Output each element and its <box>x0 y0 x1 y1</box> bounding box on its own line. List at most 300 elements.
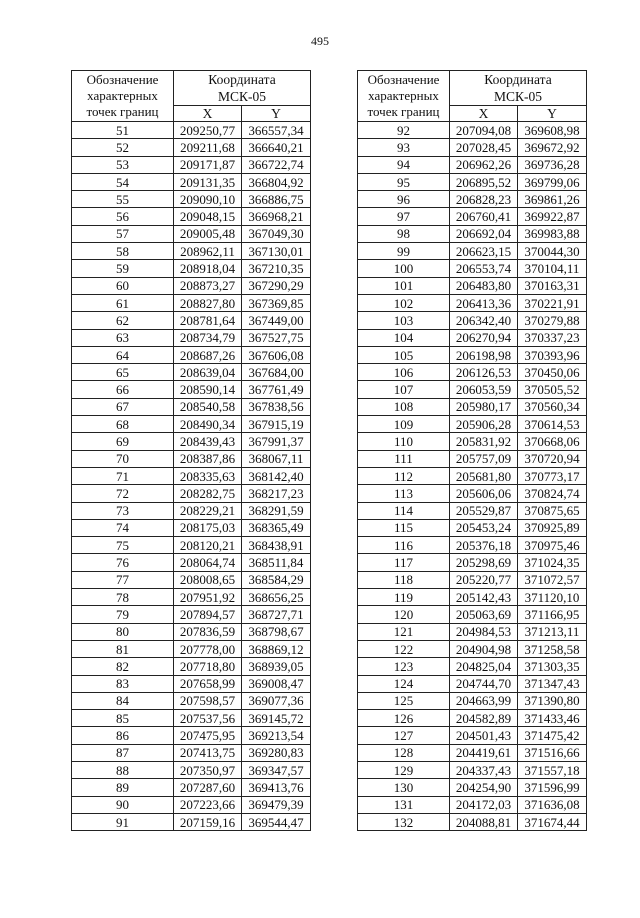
y-coordinate-cell: 368142,40 <box>242 467 311 484</box>
point-number-cell: 103 <box>358 312 450 329</box>
point-number-cell: 120 <box>358 606 450 623</box>
point-number-cell: 94 <box>358 156 450 173</box>
point-number-cell: 99 <box>358 243 450 260</box>
x-coordinate-cell: 207951,92 <box>174 589 242 606</box>
point-number-cell: 55 <box>72 191 174 208</box>
x-coordinate-cell: 206053,59 <box>450 381 518 398</box>
point-number-cell: 70 <box>72 450 174 467</box>
y-coordinate-cell: 366804,92 <box>242 173 311 190</box>
y-coordinate-cell: 371213,11 <box>518 623 587 640</box>
point-number-cell: 58 <box>72 243 174 260</box>
x-coordinate-cell: 208687,26 <box>174 346 242 363</box>
y-column-header: Y <box>518 106 587 122</box>
y-coordinate-cell: 369008,47 <box>242 675 311 692</box>
table-row <box>358 571 587 588</box>
point-number-cell: 131 <box>358 796 450 813</box>
x-coordinate-cell: 204582,89 <box>450 710 518 727</box>
y-coordinate-cell: 370450,06 <box>518 364 587 381</box>
table-row <box>72 260 311 277</box>
x-coordinate-cell: 209250,77 <box>174 122 242 139</box>
coordinates-table-right <box>357 70 587 831</box>
x-coordinate-cell: 205757,09 <box>450 450 518 467</box>
point-number-cell: 115 <box>358 519 450 536</box>
point-number-cell: 83 <box>72 675 174 692</box>
x-coordinate-cell: 207718,80 <box>174 658 242 675</box>
y-coordinate-cell: 370773,17 <box>518 467 587 484</box>
y-coordinate-cell: 367449,00 <box>242 312 311 329</box>
x-coordinate-cell: 207836,59 <box>174 623 242 640</box>
point-number-cell: 77 <box>72 571 174 588</box>
table-row <box>72 519 311 536</box>
point-number-cell: 129 <box>358 761 450 778</box>
table-row <box>358 346 587 363</box>
x-coordinate-cell: 207028,45 <box>450 139 518 156</box>
x-coordinate-cell: 204663,99 <box>450 692 518 709</box>
y-coordinate-cell: 369799,06 <box>518 173 587 190</box>
table-row <box>358 606 587 623</box>
x-coordinate-cell: 206413,36 <box>450 294 518 311</box>
y-coordinate-cell: 368798,67 <box>242 623 311 640</box>
x-coordinate-cell: 208873,27 <box>174 277 242 294</box>
x-coordinate-cell: 209090,10 <box>174 191 242 208</box>
point-number-cell: 105 <box>358 346 450 363</box>
y-coordinate-cell: 366722,74 <box>242 156 311 173</box>
x-coordinate-cell: 205831,92 <box>450 433 518 450</box>
x-coordinate-cell: 208229,21 <box>174 502 242 519</box>
y-coordinate-cell: 370824,74 <box>518 485 587 502</box>
x-coordinate-cell: 205980,17 <box>450 398 518 415</box>
page-number: 495 <box>311 34 329 48</box>
table-row <box>358 294 587 311</box>
x-coordinate-cell: 208439,43 <box>174 433 242 450</box>
point-number-cell: 62 <box>72 312 174 329</box>
y-coordinate-cell: 369861,26 <box>518 191 587 208</box>
coordinates-body-left <box>72 122 311 831</box>
point-number-cell: 106 <box>358 364 450 381</box>
point-number-cell: 130 <box>358 779 450 796</box>
x-coordinate-cell: 204088,81 <box>450 813 518 830</box>
table-row <box>358 710 587 727</box>
point-number-cell: 74 <box>72 519 174 536</box>
y-coordinate-cell: 370668,06 <box>518 433 587 450</box>
y-coordinate-cell: 370393,96 <box>518 346 587 363</box>
y-coordinate-cell: 370221,91 <box>518 294 587 311</box>
y-coordinate-cell: 371166,95 <box>518 606 587 623</box>
y-coordinate-cell: 366640,21 <box>242 139 311 156</box>
point-number-cell: 76 <box>72 554 174 571</box>
y-coordinate-cell: 368438,91 <box>242 537 311 554</box>
y-coordinate-cell: 369736,28 <box>518 156 587 173</box>
point-number-cell: 122 <box>358 640 450 657</box>
table-row <box>72 243 311 260</box>
table-row <box>358 433 587 450</box>
table-row <box>358 312 587 329</box>
table-row <box>72 173 311 190</box>
x-coordinate-cell: 206623,15 <box>450 243 518 260</box>
x-coordinate-cell: 208962,11 <box>174 243 242 260</box>
point-number-cell: 64 <box>72 346 174 363</box>
table-row <box>358 191 587 208</box>
table-row <box>358 381 587 398</box>
x-coordinate-cell: 206270,94 <box>450 329 518 346</box>
x-coordinate-cell: 205606,06 <box>450 485 518 502</box>
x-coordinate-cell: 204172,03 <box>450 796 518 813</box>
table-row <box>72 675 311 692</box>
point-number-cell: 102 <box>358 294 450 311</box>
y-coordinate-cell: 369922,87 <box>518 208 587 225</box>
point-number-cell: 97 <box>358 208 450 225</box>
x-coordinate-cell: 205220,77 <box>450 571 518 588</box>
point-number-cell: 82 <box>72 658 174 675</box>
point-number-cell: 95 <box>358 173 450 190</box>
y-coordinate-cell: 371433,46 <box>518 710 587 727</box>
point-number-cell: 85 <box>72 710 174 727</box>
x-coordinate-cell: 208590,14 <box>174 381 242 398</box>
table-row <box>358 485 587 502</box>
point-number-cell: 65 <box>72 364 174 381</box>
table-row <box>358 554 587 571</box>
point-number-cell: 110 <box>358 433 450 450</box>
point-number-cell: 69 <box>72 433 174 450</box>
table-row <box>358 744 587 761</box>
y-coordinate-cell: 370614,53 <box>518 416 587 433</box>
x-coordinate-cell: 205376,18 <box>450 537 518 554</box>
table-row <box>72 225 311 242</box>
table-row <box>358 796 587 813</box>
table-row <box>358 139 587 156</box>
y-coordinate-cell: 369413,76 <box>242 779 311 796</box>
y-coordinate-cell: 368939,05 <box>242 658 311 675</box>
x-coordinate-cell: 206483,80 <box>450 277 518 294</box>
point-number-cell: 132 <box>358 813 450 830</box>
x-coordinate-cell: 207475,95 <box>174 727 242 744</box>
x-coordinate-cell: 207287,60 <box>174 779 242 796</box>
table-row <box>72 537 311 554</box>
x-coordinate-cell: 207658,99 <box>174 675 242 692</box>
point-number-cell: 80 <box>72 623 174 640</box>
table-row <box>72 450 311 467</box>
table-row <box>358 589 587 606</box>
y-coordinate-cell: 371596,99 <box>518 779 587 796</box>
point-number-cell: 79 <box>72 606 174 623</box>
point-number-cell: 86 <box>72 727 174 744</box>
table-row <box>358 243 587 260</box>
table-row <box>72 623 311 640</box>
point-number-cell: 54 <box>72 173 174 190</box>
point-number-cell: 67 <box>72 398 174 415</box>
point-number-cell: 75 <box>72 537 174 554</box>
y-coordinate-cell: 369077,36 <box>242 692 311 709</box>
point-number-cell: 100 <box>358 260 450 277</box>
table-row <box>72 692 311 709</box>
y-coordinate-cell: 368584,29 <box>242 571 311 588</box>
y-coordinate-cell: 368291,59 <box>242 502 311 519</box>
point-number-cell: 81 <box>72 640 174 657</box>
y-coordinate-cell: 369145,72 <box>242 710 311 727</box>
y-coordinate-cell: 371258,58 <box>518 640 587 657</box>
y-coordinate-cell: 371516,66 <box>518 744 587 761</box>
y-coordinate-cell: 368511,84 <box>242 554 311 571</box>
point-number-cell: 90 <box>72 796 174 813</box>
y-coordinate-cell: 369479,39 <box>242 796 311 813</box>
x-coordinate-cell: 207223,66 <box>174 796 242 813</box>
point-number-cell: 68 <box>72 416 174 433</box>
table-row <box>72 571 311 588</box>
y-coordinate-cell: 366886,75 <box>242 191 311 208</box>
x-coordinate-cell: 208064,74 <box>174 554 242 571</box>
x-coordinate-cell: 208282,75 <box>174 485 242 502</box>
y-coordinate-cell: 371024,35 <box>518 554 587 571</box>
x-coordinate-cell: 209048,15 <box>174 208 242 225</box>
x-coordinate-cell: 207094,08 <box>450 122 518 139</box>
table-row <box>358 658 587 675</box>
x-coordinate-cell: 207894,57 <box>174 606 242 623</box>
x-coordinate-cell: 204501,43 <box>450 727 518 744</box>
y-coordinate-cell: 371390,80 <box>518 692 587 709</box>
x-coordinate-cell: 206126,53 <box>450 364 518 381</box>
point-number-cell: 66 <box>72 381 174 398</box>
x-coordinate-cell: 206198,98 <box>450 346 518 363</box>
y-column-header: Y <box>242 106 311 122</box>
x-coordinate-cell: 209131,35 <box>174 173 242 190</box>
point-number-cell: 107 <box>358 381 450 398</box>
y-coordinate-cell: 368365,49 <box>242 519 311 536</box>
table-row <box>72 779 311 796</box>
y-coordinate-cell: 370560,34 <box>518 398 587 415</box>
table-row <box>358 416 587 433</box>
table-row <box>358 364 587 381</box>
y-coordinate-cell: 371636,08 <box>518 796 587 813</box>
table-row <box>358 329 587 346</box>
y-coordinate-cell: 369213,54 <box>242 727 311 744</box>
y-coordinate-cell: 370279,88 <box>518 312 587 329</box>
table-row <box>72 640 311 657</box>
y-coordinate-cell: 369544,47 <box>242 813 311 830</box>
point-number-cell: 61 <box>72 294 174 311</box>
point-number-cell: 125 <box>358 692 450 709</box>
y-coordinate-cell: 371072,57 <box>518 571 587 588</box>
point-label-header: Обозначение характерных точек границ <box>358 71 450 122</box>
x-coordinate-cell: 206760,41 <box>450 208 518 225</box>
y-coordinate-cell: 367838,56 <box>242 398 311 415</box>
y-coordinate-cell: 371303,35 <box>518 658 587 675</box>
table-row <box>358 398 587 415</box>
x-coordinate-cell: 208120,21 <box>174 537 242 554</box>
table-row <box>358 260 587 277</box>
x-coordinate-cell: 208540,58 <box>174 398 242 415</box>
y-coordinate-cell: 370505,52 <box>518 381 587 398</box>
table-row <box>358 623 587 640</box>
x-coordinate-cell: 208734,79 <box>174 329 242 346</box>
point-number-cell: 123 <box>358 658 450 675</box>
table-row <box>358 467 587 484</box>
x-coordinate-cell: 208175,03 <box>174 519 242 536</box>
point-number-cell: 121 <box>358 623 450 640</box>
y-coordinate-cell: 370975,46 <box>518 537 587 554</box>
table-row <box>72 294 311 311</box>
y-coordinate-cell: 367684,00 <box>242 364 311 381</box>
x-coordinate-cell: 208827,80 <box>174 294 242 311</box>
y-coordinate-cell: 368067,11 <box>242 450 311 467</box>
point-number-cell: 114 <box>358 502 450 519</box>
y-coordinate-cell: 369280,83 <box>242 744 311 761</box>
y-coordinate-cell: 371120,10 <box>518 589 587 606</box>
table-row <box>72 139 311 156</box>
point-number-cell: 93 <box>358 139 450 156</box>
x-coordinate-cell: 204984,53 <box>450 623 518 640</box>
point-number-cell: 53 <box>72 156 174 173</box>
y-coordinate-cell: 370875,65 <box>518 502 587 519</box>
x-coordinate-cell: 206553,74 <box>450 260 518 277</box>
table-row <box>72 416 311 433</box>
x-column-header: X <box>450 106 518 122</box>
table-row <box>72 485 311 502</box>
point-number-cell: 112 <box>358 467 450 484</box>
x-coordinate-cell: 208008,65 <box>174 571 242 588</box>
y-coordinate-cell: 370720,94 <box>518 450 587 467</box>
point-number-cell: 72 <box>72 485 174 502</box>
x-coordinate-cell: 206342,40 <box>450 312 518 329</box>
y-coordinate-cell: 366557,34 <box>242 122 311 139</box>
y-coordinate-cell: 367210,35 <box>242 260 311 277</box>
y-coordinate-cell: 368656,25 <box>242 589 311 606</box>
y-coordinate-cell: 367049,30 <box>242 225 311 242</box>
point-number-cell: 87 <box>72 744 174 761</box>
table-row <box>358 692 587 709</box>
table-row <box>72 329 311 346</box>
point-number-cell: 127 <box>358 727 450 744</box>
x-coordinate-cell: 204337,43 <box>450 761 518 778</box>
point-number-cell: 63 <box>72 329 174 346</box>
table-row <box>72 398 311 415</box>
x-coordinate-cell: 208490,34 <box>174 416 242 433</box>
x-coordinate-cell: 208639,04 <box>174 364 242 381</box>
x-coordinate-cell: 206895,52 <box>450 173 518 190</box>
x-coordinate-cell: 205906,28 <box>450 416 518 433</box>
y-coordinate-cell: 368727,71 <box>242 606 311 623</box>
x-coordinate-cell: 208387,86 <box>174 450 242 467</box>
y-coordinate-cell: 371557,18 <box>518 761 587 778</box>
point-number-cell: 89 <box>72 779 174 796</box>
table-row <box>358 761 587 778</box>
point-number-cell: 119 <box>358 589 450 606</box>
point-number-cell: 98 <box>358 225 450 242</box>
y-coordinate-cell: 370104,11 <box>518 260 587 277</box>
point-number-cell: 118 <box>358 571 450 588</box>
y-coordinate-cell: 370337,23 <box>518 329 587 346</box>
point-number-cell: 92 <box>358 122 450 139</box>
x-coordinate-cell: 206692,04 <box>450 225 518 242</box>
x-coordinate-cell: 208335,63 <box>174 467 242 484</box>
y-coordinate-cell: 367761,49 <box>242 381 311 398</box>
table-row <box>358 450 587 467</box>
coordinates-table-left <box>71 70 311 831</box>
table-row <box>358 537 587 554</box>
point-number-cell: 108 <box>358 398 450 415</box>
y-coordinate-cell: 369347,57 <box>242 761 311 778</box>
point-number-cell: 126 <box>358 710 450 727</box>
table-row <box>72 813 311 830</box>
point-number-cell: 52 <box>72 139 174 156</box>
y-coordinate-cell: 367606,08 <box>242 346 311 363</box>
x-coordinate-cell: 209171,87 <box>174 156 242 173</box>
y-coordinate-cell: 367991,37 <box>242 433 311 450</box>
point-number-cell: 57 <box>72 225 174 242</box>
table-row <box>358 225 587 242</box>
table-row <box>358 727 587 744</box>
table-row <box>358 813 587 830</box>
table-row <box>358 277 587 294</box>
table-row <box>72 589 311 606</box>
y-coordinate-cell: 367130,01 <box>242 243 311 260</box>
x-coordinate-cell: 205453,24 <box>450 519 518 536</box>
x-coordinate-cell: 207159,16 <box>174 813 242 830</box>
x-coordinate-cell: 209211,68 <box>174 139 242 156</box>
point-number-cell: 51 <box>72 122 174 139</box>
table-row <box>358 156 587 173</box>
table-row <box>72 658 311 675</box>
coordinates-body-right <box>358 122 587 831</box>
y-coordinate-cell: 367369,85 <box>242 294 311 311</box>
y-coordinate-cell: 371347,43 <box>518 675 587 692</box>
table-row <box>72 381 311 398</box>
table-row <box>72 761 311 778</box>
point-number-cell: 60 <box>72 277 174 294</box>
table-row <box>72 122 311 139</box>
y-coordinate-cell: 370044,30 <box>518 243 587 260</box>
point-number-cell: 84 <box>72 692 174 709</box>
point-number-cell: 101 <box>358 277 450 294</box>
table-row <box>72 208 311 225</box>
table-row <box>358 519 587 536</box>
point-number-cell: 59 <box>72 260 174 277</box>
table-row <box>72 364 311 381</box>
point-number-cell: 116 <box>358 537 450 554</box>
point-number-cell: 78 <box>72 589 174 606</box>
x-coordinate-cell: 205681,80 <box>450 467 518 484</box>
y-coordinate-cell: 371475,42 <box>518 727 587 744</box>
point-number-cell: 56 <box>72 208 174 225</box>
table-row <box>358 675 587 692</box>
table-row <box>72 433 311 450</box>
x-coordinate-cell: 208781,64 <box>174 312 242 329</box>
table-row <box>358 122 587 139</box>
x-coordinate-cell: 207778,00 <box>174 640 242 657</box>
x-coordinate-cell: 205529,87 <box>450 502 518 519</box>
table-row <box>72 467 311 484</box>
y-coordinate-cell: 366968,21 <box>242 208 311 225</box>
table-row <box>72 606 311 623</box>
y-coordinate-cell: 367915,19 <box>242 416 311 433</box>
point-number-cell: 117 <box>358 554 450 571</box>
point-number-cell: 109 <box>358 416 450 433</box>
x-coordinate-cell: 205142,43 <box>450 589 518 606</box>
table-row <box>72 191 311 208</box>
y-coordinate-cell: 369672,92 <box>518 139 587 156</box>
x-coordinate-cell: 207350,97 <box>174 761 242 778</box>
y-coordinate-cell: 370925,89 <box>518 519 587 536</box>
table-row <box>358 208 587 225</box>
x-coordinate-cell: 204904,98 <box>450 640 518 657</box>
point-number-cell: 113 <box>358 485 450 502</box>
x-coordinate-cell: 205063,69 <box>450 606 518 623</box>
point-number-cell: 128 <box>358 744 450 761</box>
table-row <box>72 554 311 571</box>
point-number-cell: 96 <box>358 191 450 208</box>
x-coordinate-cell: 207537,56 <box>174 710 242 727</box>
y-coordinate-cell: 369983,88 <box>518 225 587 242</box>
x-coordinate-cell: 207413,75 <box>174 744 242 761</box>
